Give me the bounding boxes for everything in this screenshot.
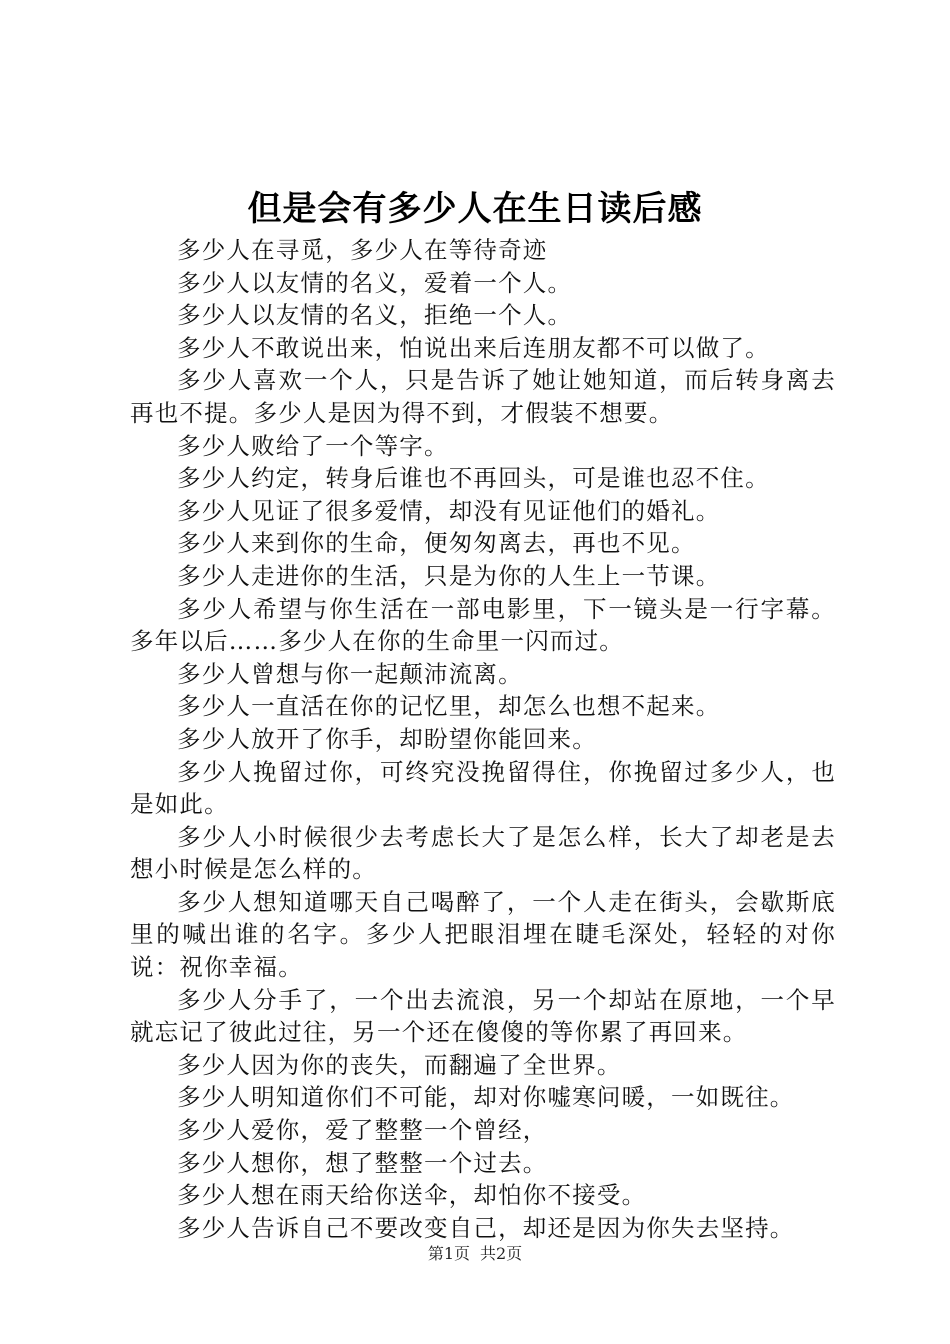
paragraph: 多少人明知道你们不可能，却对你嘘寒问暖，一如既往。 xyxy=(177,1083,795,1112)
paragraph: 多少人曾想与你一起颠沛流离。 xyxy=(177,659,523,688)
paragraph: 多少人因为你的丧失，而翻遍了全世界。 xyxy=(177,1050,622,1079)
paragraph: 多少人一直活在你的记忆里，却怎么也想不起来。 xyxy=(177,692,721,721)
paragraph: 多少人以友情的名义，拒绝一个人。 xyxy=(177,301,573,330)
paragraph: 多少人爱你，爱了整整一个曾经， xyxy=(177,1116,548,1145)
paragraph: 多少人不敢说出来，怕说出来后连朋友都不可以做了。 xyxy=(177,333,770,362)
paragraph: 多少人想在雨天给你送伞，却怕你不接受。 xyxy=(177,1181,647,1210)
document-title: 但是会有多少人在生日读后感 xyxy=(247,189,703,229)
document-body xyxy=(130,234,836,1244)
paragraph: 多少人告诉自己不要改变自己，却还是因为你失去坚持。 xyxy=(177,1213,795,1242)
paragraph: 多少人想你，想了整整一个过去。 xyxy=(177,1148,548,1177)
paragraph: 多少人走进你的生活，只是为你的人生上一节课。 xyxy=(177,561,721,590)
page-number: 第1页 xyxy=(427,1244,470,1263)
paragraph: 多少人想知道哪天自己喝醉了，一个人走在街头，会歇斯底里的喊出谁的名字。多少人把眼泪埋在睫毛深处，轻轻的对你说：祝你幸福。 xyxy=(130,887,836,982)
paragraph: 多少人以友情的名义，爱着一个人。 xyxy=(177,268,573,297)
paragraph: 多少人挽留过你，可终究没挽留得住，你挽留过多少人，也是如此。 xyxy=(130,757,836,819)
paragraph: 多少人来到你的生命，便匆匆离去，再也不见。 xyxy=(177,529,696,558)
paragraph: 多少人分手了，一个出去流浪，另一个却站在原地，一个早就忘记了彼此过往，另一个还在傻傻的等你累了再回来。 xyxy=(130,985,836,1047)
paragraph: 多少人小时候很少去考虑长大了是怎么样，长大了却老是去想小时候是怎么样的。 xyxy=(130,822,836,884)
page-total: 共2页 xyxy=(480,1244,523,1263)
paragraph: 多少人喜欢一个人，只是告诉了她让她知道，而后转身离去再也不提。多少人是因为得不到，才假装不想要。 xyxy=(130,366,836,427)
paragraph: 多少人放开了你手，却盼望你能回来。 xyxy=(177,724,597,753)
paragraph: 多少人在寻觅，多少人在等待奇迹 xyxy=(177,236,548,264)
paragraph: 多少人败给了一个等字。 xyxy=(177,431,449,460)
paragraph: 多少人见证了很多爱情，却没有见证他们的婚礼。 xyxy=(177,496,721,525)
paragraph: 多少人希望与你生活在一部电影里，下一镜头是一行字幕。多年以后……多少人在你的生命里一闪而过。 xyxy=(130,594,836,656)
paragraph: 多少人约定，转身后谁也不再回头，可是谁也忍不住。 xyxy=(177,464,770,493)
page-footer xyxy=(0,1242,950,1266)
